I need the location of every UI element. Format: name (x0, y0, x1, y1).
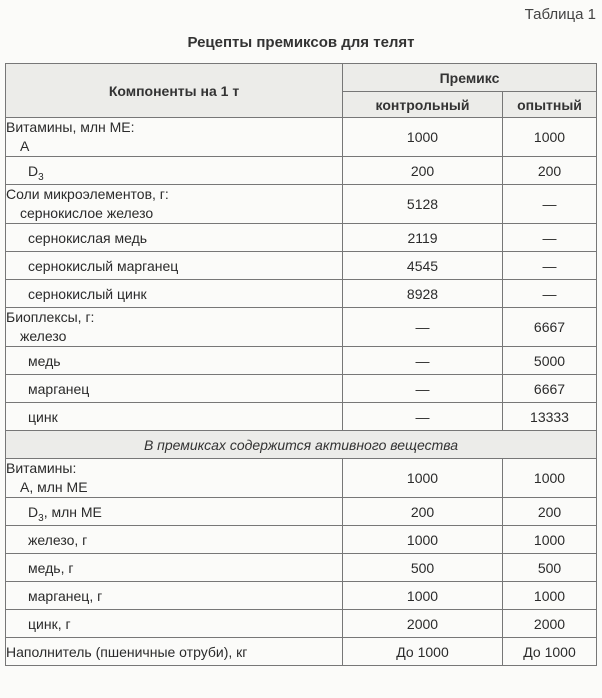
group-cell (6, 185, 343, 224)
row-label: железо, г (6, 526, 343, 554)
experimental-value: 1000 (503, 118, 597, 157)
experimental-value: — (503, 224, 597, 252)
group-title: Витамины, млн МЕ: (6, 119, 135, 135)
control-value: 5128 (343, 185, 503, 224)
row-label: А (20, 138, 30, 154)
experimental-value: 200 (503, 498, 597, 526)
experimental-value: — (503, 252, 597, 280)
table-row (6, 638, 597, 666)
table-row (6, 118, 597, 157)
control-value: — (343, 375, 503, 403)
table-row (6, 185, 597, 224)
control-value: 1000 (343, 582, 503, 610)
control-value: 200 (343, 498, 503, 526)
group-cell (6, 308, 343, 347)
group-title: Витамины: (6, 460, 77, 476)
experimental-value: 6667 (503, 308, 597, 347)
table-row (6, 526, 597, 554)
control-value: 200 (343, 157, 503, 185)
experimental-value: — (503, 280, 597, 308)
row-label: марганец (6, 375, 343, 403)
table-body (6, 118, 597, 666)
header-control: контрольный (343, 92, 503, 118)
experimental-value: 1000 (503, 459, 597, 498)
row-label: железо (20, 328, 67, 344)
row-label: сернокислый марганец (6, 252, 343, 280)
table-row (6, 224, 597, 252)
row-label: $D_3$, млн МЕ (6, 498, 343, 526)
control-value: 1000 (343, 118, 503, 157)
control-value: — (343, 308, 503, 347)
header-components: Компоненты на 1 т (6, 64, 343, 118)
section-title: В премиксах содержится активного вещества (6, 431, 597, 459)
header-premix: Премикс (343, 64, 597, 92)
group-cell (6, 118, 343, 157)
control-value: — (343, 403, 503, 431)
table-row (6, 280, 597, 308)
control-value: 2119 (343, 224, 503, 252)
section-row (6, 431, 597, 459)
group-cell (6, 459, 343, 498)
experimental-value: 5000 (503, 347, 597, 375)
experimental-value: 13333 (503, 403, 597, 431)
experimental-value: До 1000 (503, 638, 597, 666)
row-label: цинк, г (6, 610, 343, 638)
table-row (6, 498, 597, 526)
table-row (6, 554, 597, 582)
row-label: $D_3$ (6, 157, 343, 185)
row-label: цинк (6, 403, 343, 431)
row-label: медь (6, 347, 343, 375)
control-value: 8928 (343, 280, 503, 308)
table-row (6, 610, 597, 638)
table-row (6, 157, 597, 185)
table-row (6, 308, 597, 347)
control-value: 2000 (343, 610, 503, 638)
row-label: сернокислая медь (6, 224, 343, 252)
table-row (6, 252, 597, 280)
table-row (6, 375, 597, 403)
group-title: Соли микроэлементов, г: (6, 186, 169, 202)
table-row (6, 459, 597, 498)
experimental-value: 6667 (503, 375, 597, 403)
group-title: Биоплексы, г: (6, 309, 95, 325)
table-row (6, 347, 597, 375)
experimental-value: 1000 (503, 582, 597, 610)
control-value: 1000 (343, 526, 503, 554)
row-label: марганец, г (6, 582, 343, 610)
table-row (6, 582, 597, 610)
experimental-value: 1000 (503, 526, 597, 554)
row-label: медь, г (6, 554, 343, 582)
control-value: — (343, 347, 503, 375)
table-row (6, 403, 597, 431)
experimental-value: 2000 (503, 610, 597, 638)
row-label: А, млн МЕ (20, 479, 88, 495)
control-value: 1000 (343, 459, 503, 498)
row-label: Наполнитель (пшеничные отруби), кг (6, 638, 343, 666)
control-value: До 1000 (343, 638, 503, 666)
control-value: 4545 (343, 252, 503, 280)
table-number: Таблица 1 (524, 6, 596, 23)
control-value: 500 (343, 554, 503, 582)
premix-table (5, 63, 597, 666)
row-label: сернокислое железо (20, 205, 154, 221)
table-caption: Рецепты премиксов для телят (187, 34, 415, 51)
header-experimental: опытный (503, 92, 597, 118)
experimental-value: 200 (503, 157, 597, 185)
experimental-value: 500 (503, 554, 597, 582)
experimental-value: — (503, 185, 597, 224)
row-label: сернокислый цинк (6, 280, 343, 308)
